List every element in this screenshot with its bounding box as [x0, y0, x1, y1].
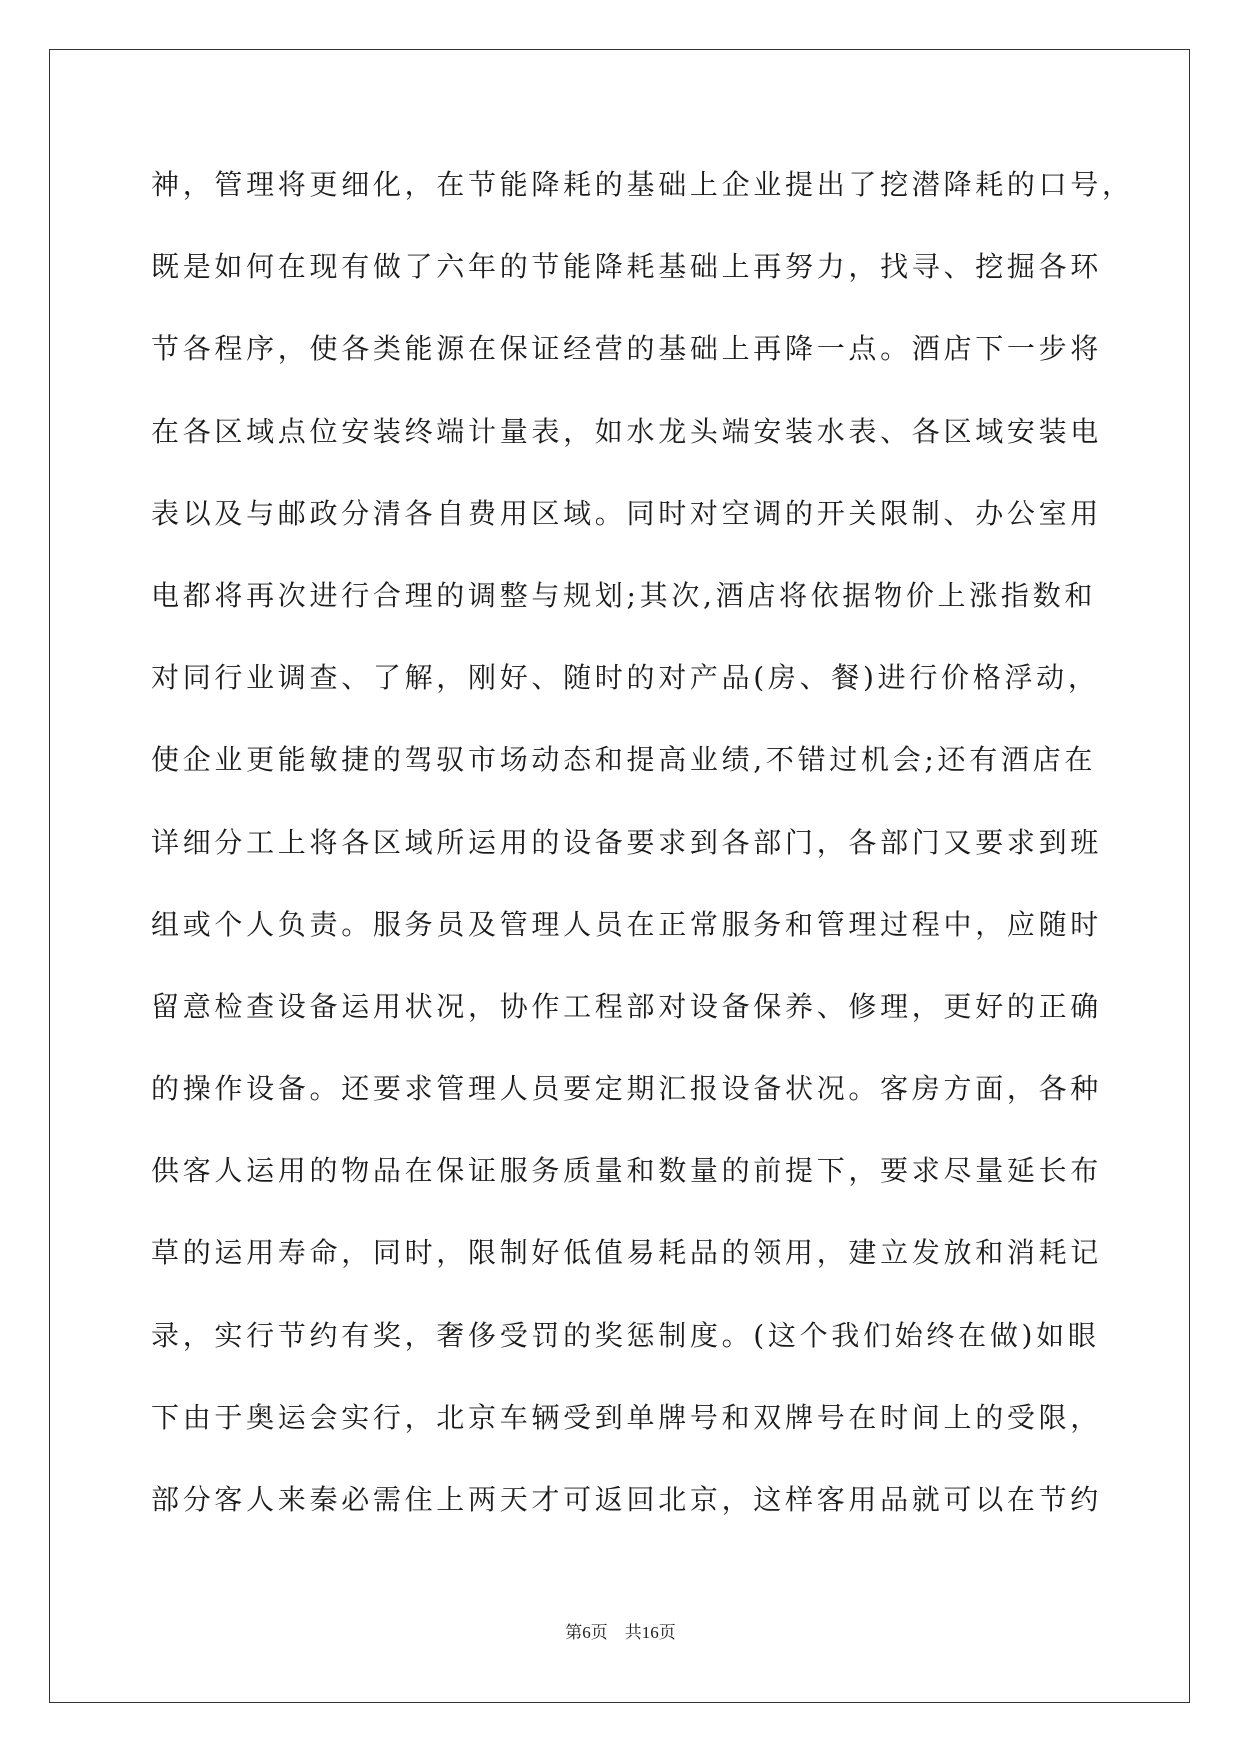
text-line: 节各程序，使各类能源在保证经营的基础上再降一点。酒店下一步将 [151, 332, 1103, 366]
text-line: 对同行业调查、了解，刚好、随时的对产品(房、餐)进行价格浮动， [151, 661, 1100, 695]
text-line: 草的运用寿命，同时，限制好低值易耗品的领用，建立发放和消耗记 [151, 1236, 1103, 1270]
text-line: 的操作设备。还要求管理人员要定期汇报设备状况。客房方面，各种 [151, 1072, 1103, 1106]
text-line: 使企业更能敏捷的驾驭市场动态和提高业绩,不错过机会;还有酒店在 [151, 743, 1097, 777]
text-line: 组或个人负责。服务员及管理人员在正常服务和管理过程中，应随时 [151, 907, 1103, 941]
text-line: 既是如何在现有做了六年的节能降耗基础上再努力，找寻、挖掘各环 [151, 250, 1103, 284]
text-line: 电都将再次进行合理的调整与规划;其次,酒店将依据物价上涨指数和 [151, 578, 1097, 612]
text-line: 留意检查设备运用状况，协作工程部对设备保养、修理，更好的正确 [151, 989, 1103, 1023]
text-line: 录，实行节约有奖，奢侈受罚的奖惩制度。(这个我们始终在做)如眼 [151, 1318, 1100, 1352]
text-line: 下由于奥运会实行，北京车辆受到单牌号和双牌号在时间上的受限， [151, 1400, 1103, 1434]
text-line: 供客人运用的物品在保证服务质量和数量的前提下，要求尽量延长布 [151, 1154, 1103, 1188]
text-line: 部分客人来秦必需住上两天才可返回北京，这样客用品就可以在节约 [151, 1483, 1103, 1516]
text-line: 详细分工上将各区域所运用的设备要求到各部门，各部门又要求到班 [151, 825, 1103, 859]
body-text [151, 163, 1134, 1560]
text-line: 表以及与邮政分清各自费用区域。同时对空调的开关限制、办公室用 [151, 496, 1103, 530]
text-line: 在各区域点位安装终端计量表，如水龙头端安装水表、各区域安装电 [151, 414, 1103, 448]
page-number-footer: 第6页 共16页 [565, 1623, 676, 1642]
text-line: 神，管理将更细化，在节能降耗的基础上企业提出了挖潜降耗的口号， [151, 168, 1134, 201]
